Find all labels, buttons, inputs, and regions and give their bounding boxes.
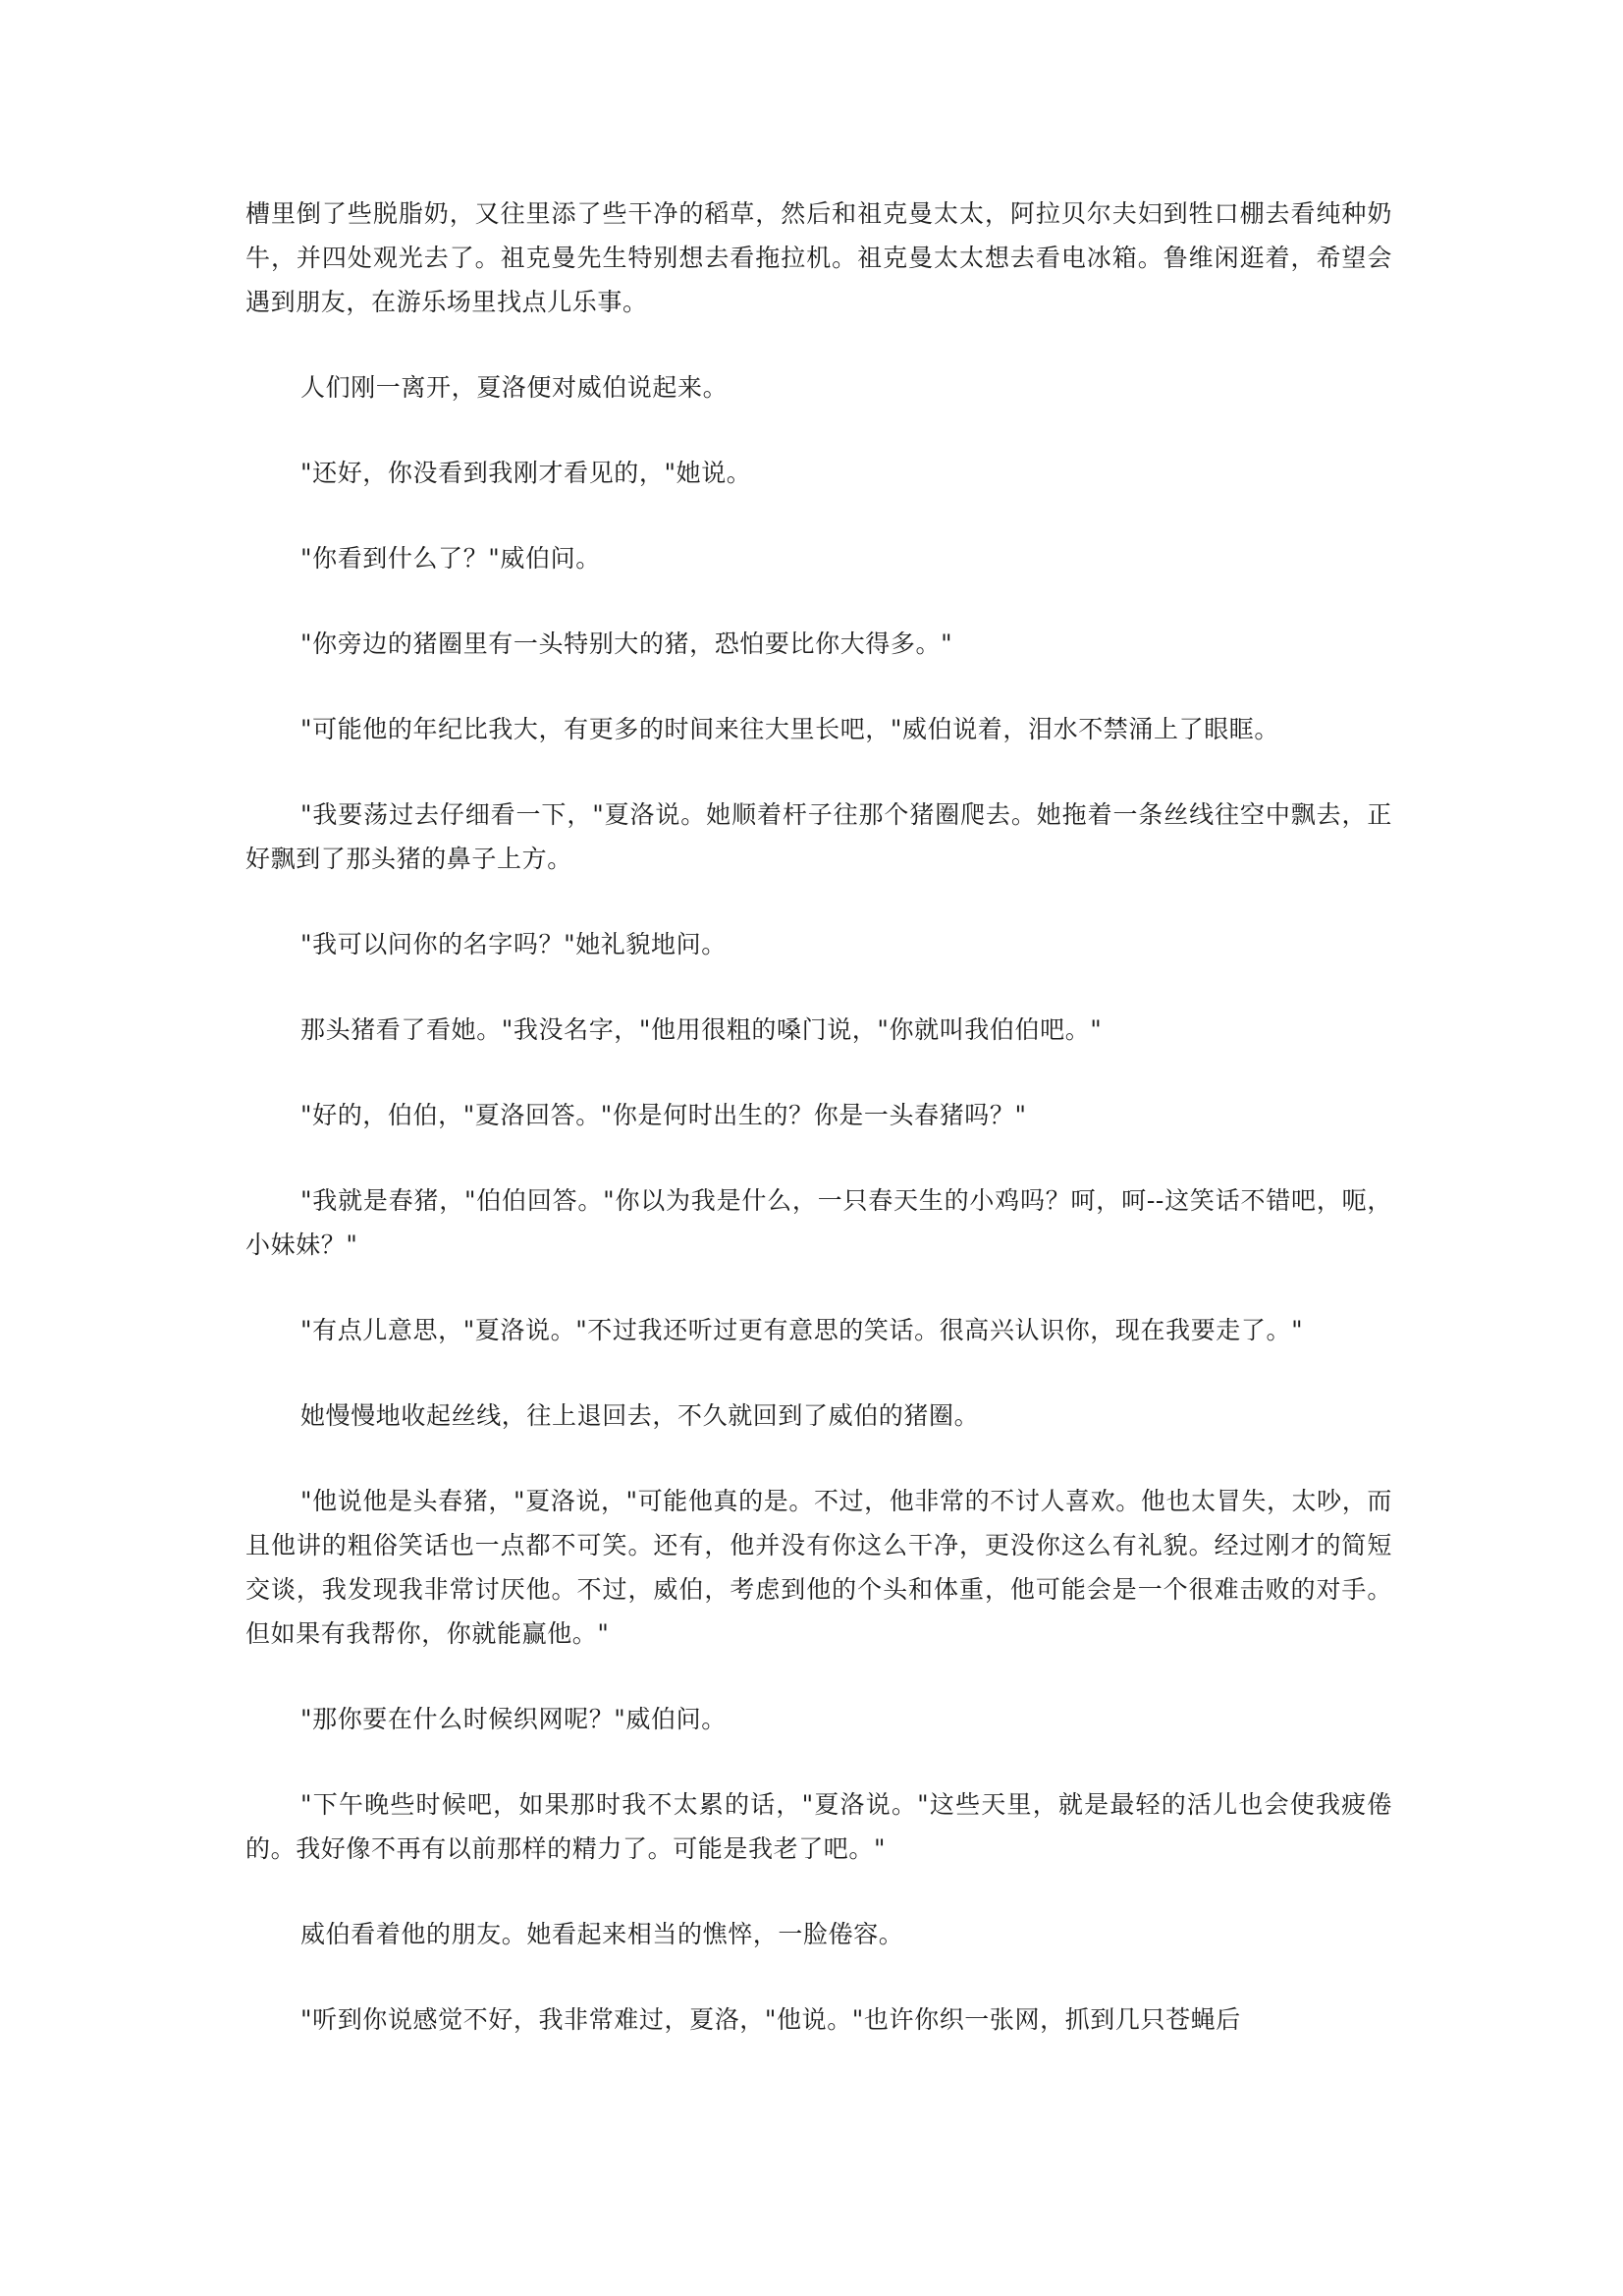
paragraph-9: 那头猪看了看她。"我没名字，"他用很粗的嗓门说，"你就叫我伯伯吧。" [300, 1015, 1103, 1044]
paragraph-10: "好的，伯伯，"夏洛回答。"你是何时出生的？你是一头春猪吗？" [300, 1101, 1027, 1129]
paragraph-11: "我就是春猪，"伯伯回答。"你以为我是什么，一只春天生的小鸡吗？呵，呵--这笑话不错吧，呃，小妹妹？" [245, 1186, 1392, 1259]
paragraph-15: "那你要在什么时候织网呢？"威伯问。 [300, 1705, 727, 1733]
paragraph-7: "我要荡过去仔细看一下，"夏洛说。她顺着杆子往那个猪圈爬去。她拖着一条丝线往空中飘去，正好飘到了那头猪的鼻子上方。 [245, 800, 1392, 873]
paragraph-6: "可能他的年纪比我大，有更多的时间来往大里长吧，"威伯说着，泪水不禁涌上了眼眶。 [300, 715, 1280, 743]
paragraph-4: "你看到什么了？"威伯问。 [300, 544, 601, 573]
paragraph-1: 槽里倒了些脱脂奶，又往里添了些干净的稻草，然后和祖克曼太太，阿拉贝尔夫妇到牲口棚去看纯种奶牛，并四处观光去了。祖克曼先生特别想去看拖拉机。祖克曼太太想去看电冰箱。鲁维闲逛着，希望会遇到朋友，在游乐场里找点儿乐事。 [245, 199, 1392, 316]
paragraph-3: "还好，你没看到我刚才看见的，"她说。 [300, 459, 752, 487]
paragraph-2: 人们刚一离开，夏洛便对威伯说起来。 [300, 373, 729, 402]
paragraph-18: "听到你说感觉不好，我非常难过，夏洛，"他说。"也许你织一张网，抓到几只苍蝇后 [300, 2005, 1241, 2034]
paragraph-14: "他说他是头春猪，"夏洛说，"可能他真的是。不过，他非常的不讨人喜欢。他也太冒失，太吵，而且他讲的粗俗笑话也一点都不可笑。还有，他并没有你这么干净，更没你这么有礼貌。经过刚才的简短交谈，我发现我非常讨厌他。不过，威伯，考虑到他的个头和体重，他可能会是一个很难击败的对手。但如果有我帮你，你就能赢他。" [245, 1487, 1392, 1648]
paragraph-13: 她慢慢地收起丝线，往上退回去，不久就回到了威伯的猪圈。 [300, 1401, 980, 1430]
paragraph-12: "有点儿意思，"夏洛说。"不过我还听过更有意思的笑话。很高兴认识你，现在我要走了。" [300, 1316, 1304, 1344]
paragraph-17: 威伯看着他的朋友。她看起来相当的憔悴，一脸倦容。 [300, 1920, 904, 1948]
paragraph-16: "下午晚些时候吧，如果那时我不太累的话，"夏洛说。"这些天里，就是最轻的活儿也会使我疲倦的。我好像不再有以前那样的精力了。可能是我老了吧。" [245, 1790, 1392, 1863]
paragraph-8: "我可以问你的名字吗？"她礼貌地问。 [300, 930, 727, 958]
paragraph-5: "你旁边的猪圈里有一头特别大的猪，恐怕要比你大得多。" [300, 629, 953, 658]
document-page [245, 191, 1392, 2083]
